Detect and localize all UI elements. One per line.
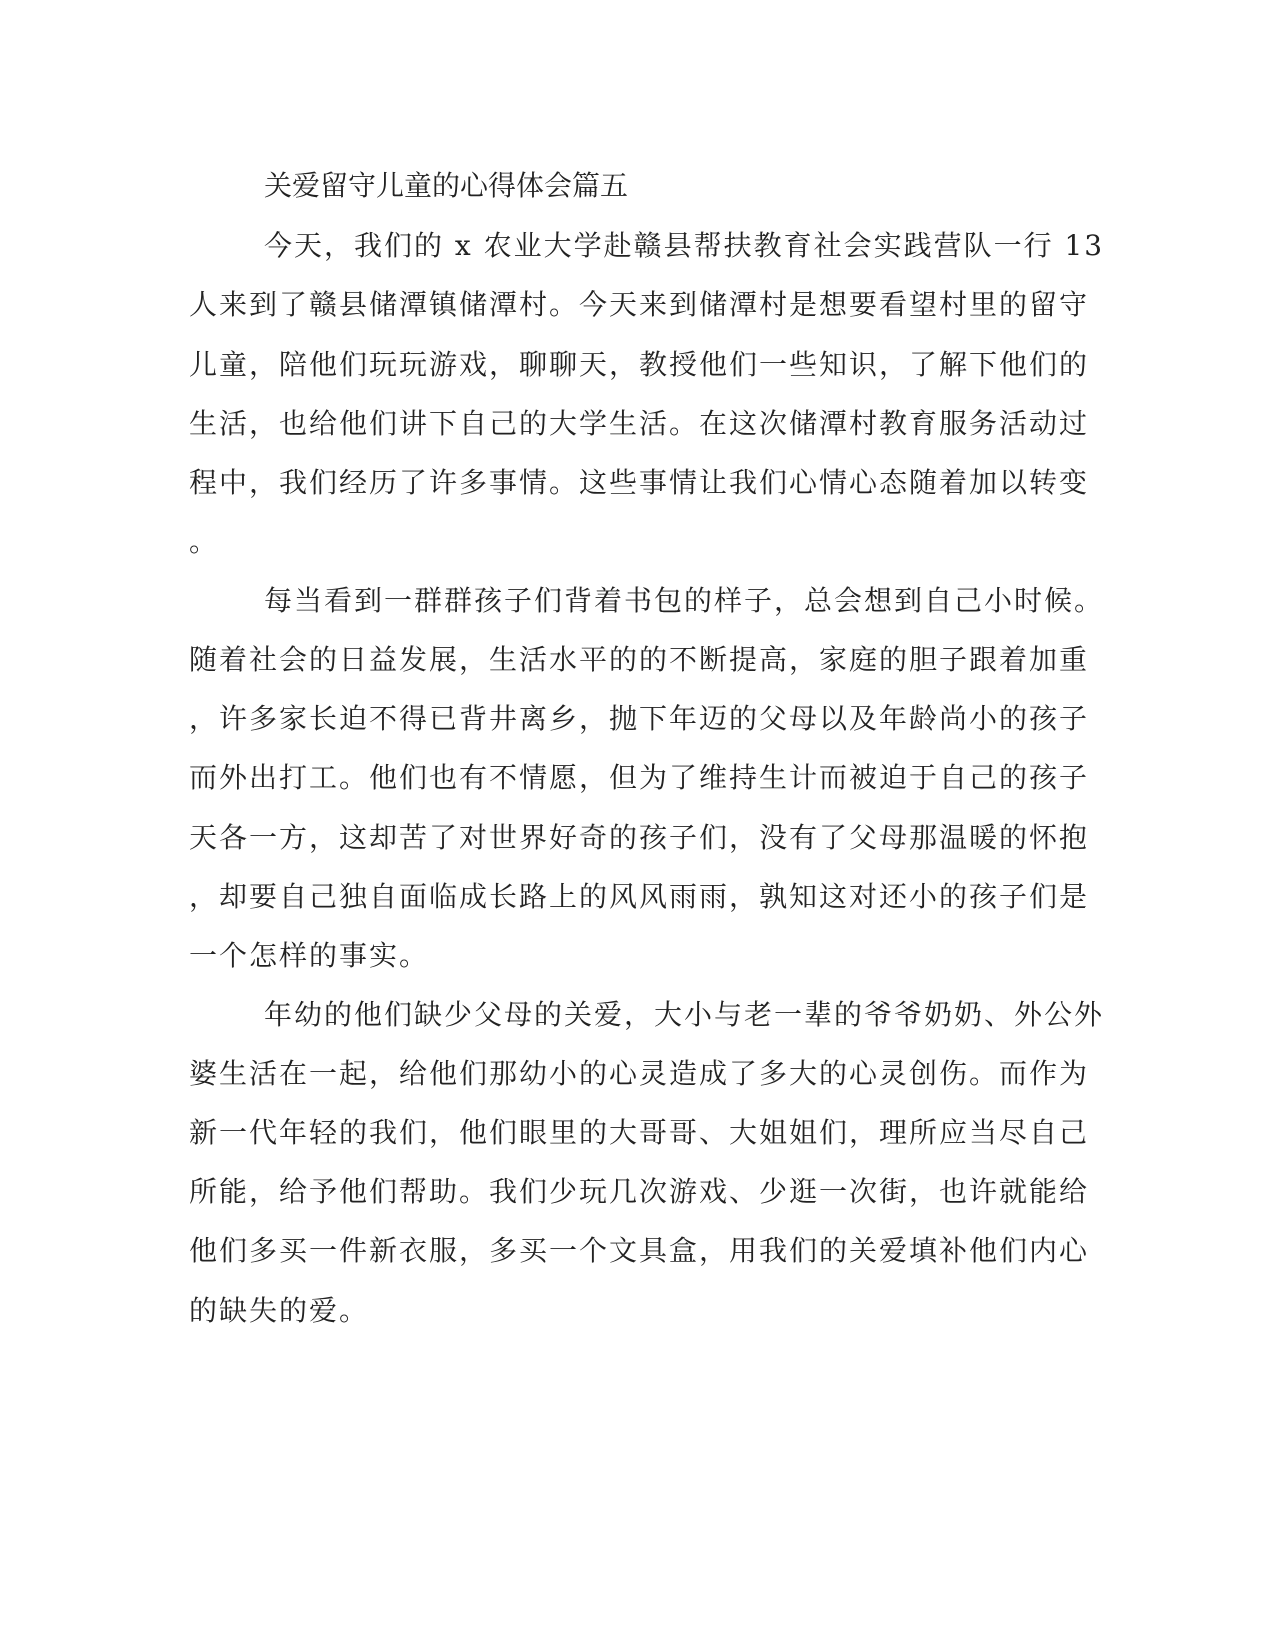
text-line: ，许多家长迫不得已背井离乡，抛下年迈的父母以及年龄尚小的孩子 <box>189 702 1090 735</box>
text-line: 一个怎样的事实。 <box>189 939 430 972</box>
text-line: 儿童，陪他们玩玩游戏，聊聊天，教授他们一些知识，了解下他们的 <box>189 348 1090 381</box>
text-line: ，却要自己独自面临成长路上的风风雨雨，孰知这对还小的孩子们是 <box>189 880 1090 913</box>
text-line: 他们多买一件新衣服，多买一个文具盒，用我们的关爱填补他们内心 <box>189 1234 1090 1267</box>
text-line: 生活，也给他们讲下自己的大学生活。在这次储潭村教育服务活动过 <box>189 407 1090 440</box>
text-line: 婆生活在一起，给他们那幼小的心灵造成了多大的心灵创伤。而作为 <box>189 1057 1090 1090</box>
text-line: 的缺失的爱。 <box>189 1294 370 1327</box>
text-line: 而外出打工。他们也有不情愿，但为了维持生计而被迫于自己的孩子 <box>189 761 1090 794</box>
document-title: 关爱留守儿童的心得体会篇五 <box>264 169 629 202</box>
text-line: 天各一方，这却苦了对世界好奇的孩子们，没有了父母那温暖的怀抱 <box>189 821 1090 854</box>
text-line: 今天，我们的 x 农业大学赴赣县帮扶教育社会实践营队一行 13 <box>264 229 1105 262</box>
text-line: 随着社会的日益发展，生活水平的的不断提高，家庭的胆子跟着加重 <box>189 643 1090 676</box>
text-line: 人来到了赣县储潭镇储潭村。今天来到储潭村是想要看望村里的留守 <box>189 288 1090 321</box>
text-line: 新一代年轻的我们，他们眼里的大哥哥、大姐姐们，理所应当尽自己 <box>189 1116 1090 1149</box>
text-line: 所能，给予他们帮助。我们少玩几次游戏、少逛一次街，也许就能给 <box>189 1175 1090 1208</box>
text-line: 每当看到一群群孩子们背着书包的样子，总会想到自己小时候。 <box>264 584 1105 617</box>
text-line: 程中，我们经历了许多事情。这些事情让我们心情心态随着加以转变 <box>189 466 1090 499</box>
text-line: 年幼的他们缺少父母的关爱，大小与老一辈的爷爷奶奶、外公外 <box>264 998 1105 1031</box>
text-line: 。 <box>189 525 220 558</box>
